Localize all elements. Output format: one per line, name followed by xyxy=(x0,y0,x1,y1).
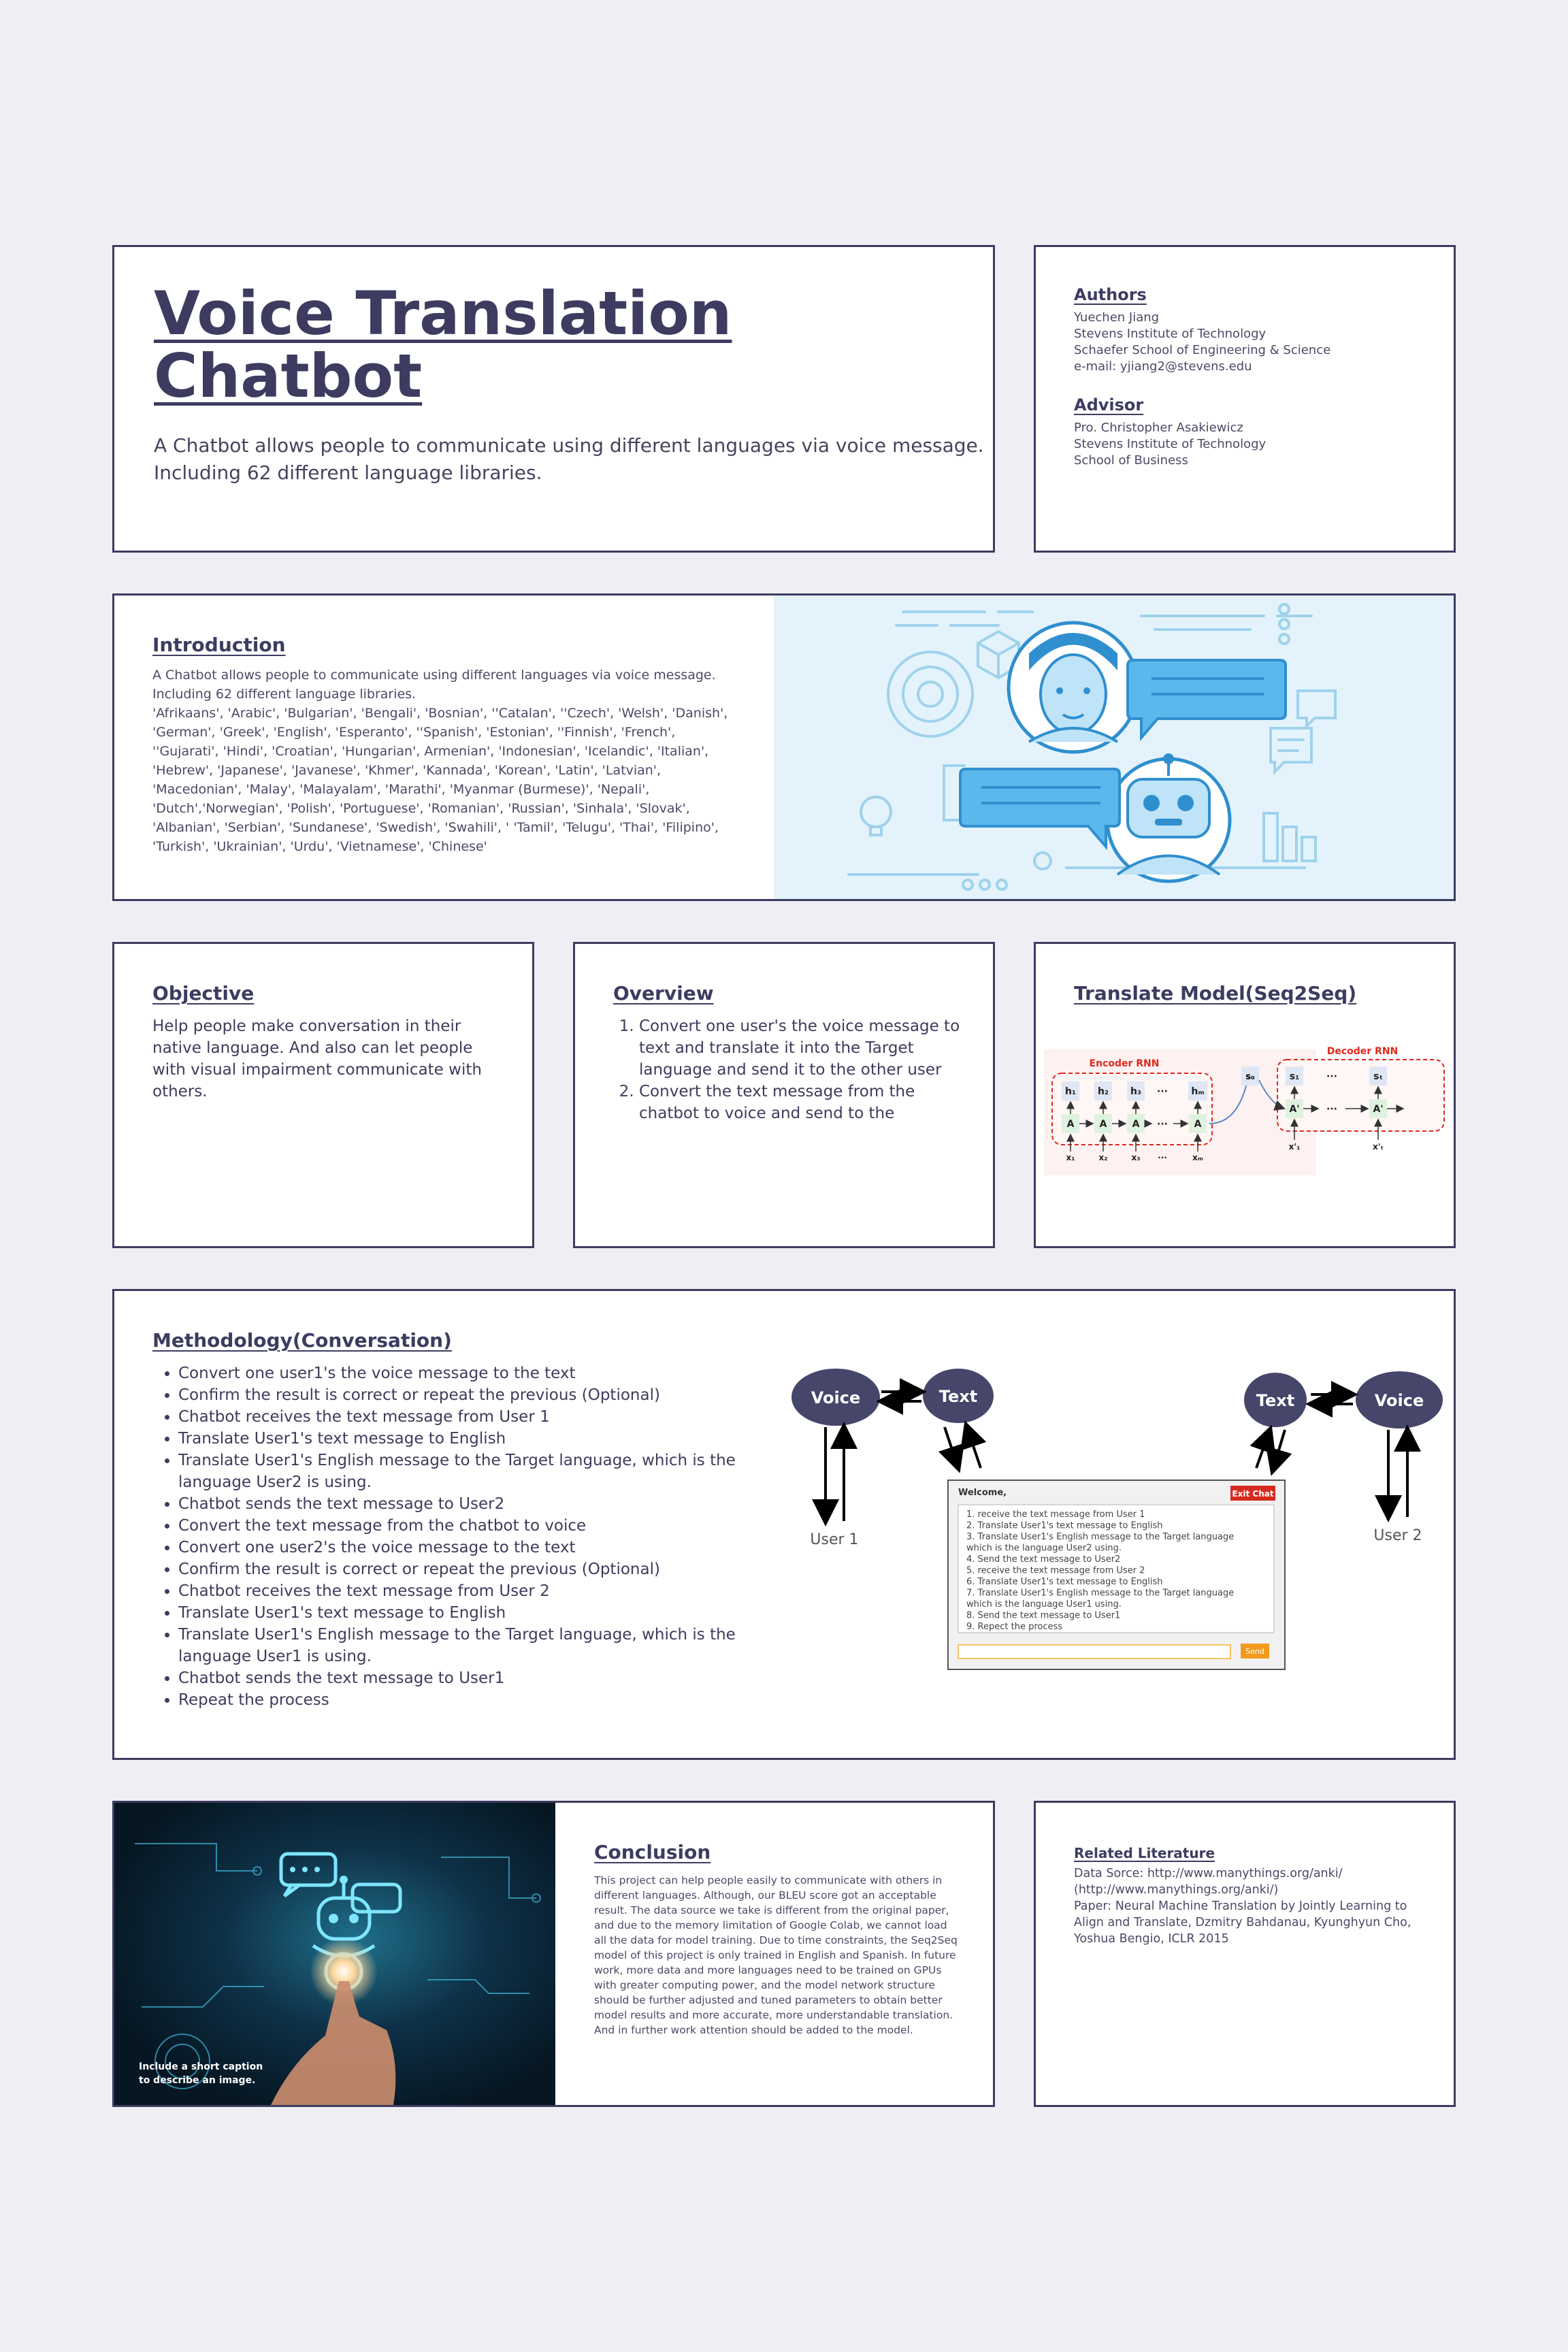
conclusion-text: This project can help people easily to communicate with others in different languages. Although, our BLEU score got an acceptable result. The data source we take is different from the original paper, and due to the memory limitation of Google Colab, we cannot load all the data for model training. Due to time constraints, the Seq2Seq model of this project is only trained in English and Spanish. In future work, more data and more languages need to be trained on GPUs with greater computing power, and the model network structure should be further adjusted and tuned parameters to obtain better model results and more accurate, more understandable translation. And in further work attention should be added to the model. xyxy=(594,1874,958,2036)
svg-text:···: ··· xyxy=(1326,1104,1337,1115)
method-step: • Chatbot sends the text message to User2 xyxy=(178,1493,765,1515)
svg-text:···: ··· xyxy=(1326,1071,1337,1082)
svg-text:Voice: Voice xyxy=(1374,1391,1424,1410)
chat-message-input[interactable] xyxy=(958,1645,1230,1659)
methodology-card xyxy=(112,1289,1456,1760)
method-step: • Translate User1's text message to English xyxy=(178,1602,765,1624)
subtitle-line-1: A Chatbot allows people to communicate using different languages via voice message. xyxy=(154,434,984,457)
method-step: • Convert one user1's the voice message to the text xyxy=(178,1362,765,1384)
chat-step: 9. Repect the process xyxy=(966,1622,1063,1632)
method-step: • Convert the text message from the chatbot to voice xyxy=(178,1515,765,1537)
title-card xyxy=(112,245,995,553)
decoder-label: Decoder RNN xyxy=(1326,1046,1399,1057)
conclusion-card xyxy=(112,1801,995,2107)
chat-step: 8. Send the text message to User1 xyxy=(966,1610,1121,1621)
method-step: • Translate User1's English message to the Target language, which is the language User1 is using. xyxy=(178,1624,765,1667)
svg-text:Exit Chat: Exit Chat xyxy=(1232,1489,1274,1499)
chat-step: which is the language User1 using. xyxy=(966,1599,1122,1610)
chat-step: 2. Translate User1's text message to English xyxy=(966,1520,1163,1531)
chat-step: 5. receive the text message from User 2 xyxy=(966,1565,1145,1576)
author-school: Schaefer School of Engineering & Science xyxy=(1074,343,1331,357)
image-caption: Include a short caption to describe an image. xyxy=(139,2061,263,2086)
objective-heading: Objective xyxy=(152,982,255,1004)
svg-text:Text: Text xyxy=(1256,1391,1295,1410)
robot-hand-image xyxy=(114,1803,555,2105)
objective-card xyxy=(112,942,534,1248)
methodology-steps xyxy=(152,1362,765,1711)
svg-text:h₃: h₃ xyxy=(1130,1086,1142,1097)
svg-text:A: A xyxy=(1066,1119,1075,1130)
conclusion-heading: Conclusion xyxy=(594,1841,711,1863)
svg-text:Text: Text xyxy=(938,1387,978,1406)
authors-card xyxy=(1034,245,1456,553)
svg-text:x₃: x₃ xyxy=(1131,1153,1141,1162)
svg-text:···: ··· xyxy=(1157,1119,1168,1130)
svg-text:h₁: h₁ xyxy=(1064,1086,1077,1097)
model-heading: Translate Model(Seq2Seq) xyxy=(1074,982,1357,1004)
chat-window xyxy=(948,1480,1285,1669)
subtitle-line-2: Including 62 different language libraries. xyxy=(154,461,542,484)
author-institute: Stevens Institute of Technology xyxy=(1074,327,1267,341)
chat-step: 1. receive the text message from User 1 xyxy=(966,1509,1145,1520)
chat-step: which is the language User2 using. xyxy=(966,1543,1122,1554)
method-step: • Confirm the result is correct or repeat the previous (Optional) xyxy=(178,1384,765,1406)
seq2seq-diagram xyxy=(1043,1039,1451,1175)
advisor-heading: Advisor xyxy=(1074,395,1144,414)
svg-text:hₘ: hₘ xyxy=(1191,1086,1205,1097)
data-source-link[interactable]: Data Sorce: http://www.manythings.org/anki/ xyxy=(1074,1867,1343,1880)
method-step: • Chatbot sends the text message to User1 xyxy=(178,1667,765,1689)
method-step: • Repeat the process xyxy=(178,1689,765,1711)
authors-heading: Authors xyxy=(1074,285,1147,304)
chat-step: 7. Translate User1's English message to the Target language xyxy=(966,1588,1235,1599)
chat-step: 3. Translate User1's English message to the Target language xyxy=(966,1532,1235,1542)
advisor-institute: Stevens Institute of Technology xyxy=(1074,437,1267,451)
author-email[interactable]: e-mail: yjiang2@stevens.edu xyxy=(1074,359,1252,374)
method-step: • Translate User1's text message to English xyxy=(178,1428,765,1450)
svg-text:···: ··· xyxy=(1157,1086,1168,1097)
author-name: Yuechen Jiang xyxy=(1074,310,1160,325)
method-step: • Chatbot receives the text message from User 2 xyxy=(178,1580,765,1602)
introduction-heading: Introduction xyxy=(152,634,286,656)
svg-text:s₁: s₁ xyxy=(1289,1071,1300,1082)
overview-item-1: 1. Convert one user's the voice message to text and translate it into the Target language and send it to the other user xyxy=(639,1015,960,1081)
svg-text:x'₁: x'₁ xyxy=(1288,1142,1301,1152)
model-card xyxy=(1034,942,1456,1248)
svg-text:x'ₜ: x'ₜ xyxy=(1372,1142,1384,1152)
chat-illustration xyxy=(774,595,1456,899)
paper-reference: Paper: Neural Machine Translation by Jointly Learning to Align and Translate, Dzmitry Bahdanau, Kyunghyun Cho, Yoshua Bengio, ICLR 2015 xyxy=(1074,1899,1411,1946)
svg-text:Send: Send xyxy=(1245,1647,1264,1656)
method-step: • Confirm the result is correct or repeat the previous (Optional) xyxy=(178,1558,765,1580)
svg-text:A: A xyxy=(1132,1119,1140,1130)
introduction-card xyxy=(112,593,1456,901)
svg-text:A': A' xyxy=(1289,1104,1300,1115)
method-step: • Translate User1's English message to the Target language, which is the language User2 is using. xyxy=(178,1450,765,1493)
data-source-url[interactable]: (http://www.manythings.org/anki/) xyxy=(1074,1883,1279,1897)
svg-text:A': A' xyxy=(1373,1104,1384,1115)
user2-label: User 2 xyxy=(1373,1527,1422,1544)
chat-step: 6. Translate User1's text message to English xyxy=(966,1577,1163,1587)
svg-text:s₀: s₀ xyxy=(1245,1072,1255,1082)
svg-text:x₂: x₂ xyxy=(1098,1153,1108,1162)
svg-text:···: ··· xyxy=(1158,1153,1167,1162)
method-step: • Convert one user2's the voice message to the text xyxy=(178,1537,765,1558)
svg-text:A: A xyxy=(1099,1119,1107,1130)
intro-text-2: Including 62 different language libraries. xyxy=(152,687,416,702)
svg-text:A: A xyxy=(1194,1119,1202,1130)
svg-text:sₜ: sₜ xyxy=(1373,1071,1383,1082)
objective-text: Help people make conversation in their native language. And also can let people with visual impairment communicate with others. xyxy=(152,1017,482,1100)
poster-subtitle xyxy=(154,432,984,487)
overview-card xyxy=(573,942,995,1248)
overview-item-2: 2. Convert the text message from the chatbot to voice and send to the xyxy=(639,1081,960,1124)
svg-text:h₂: h₂ xyxy=(1097,1086,1109,1097)
title-line-1: Voice Translation xyxy=(154,278,732,348)
advisor-name: Pro. Christopher Asakiewicz xyxy=(1074,421,1243,435)
svg-text:xₘ: xₘ xyxy=(1192,1153,1203,1162)
user1-label: User 1 xyxy=(810,1531,859,1548)
chat-welcome: Welcome, xyxy=(958,1488,1007,1498)
literature-card xyxy=(1034,1801,1456,2107)
chat-step: 4. Send the text message to User2 xyxy=(966,1554,1121,1565)
advisor-school: School of Business xyxy=(1074,453,1188,468)
svg-text:Voice: Voice xyxy=(811,1388,861,1407)
method-step: • Chatbot receives the text message from User 1 xyxy=(178,1406,765,1428)
intro-languages: 'Afrikaans', 'Arabic', 'Bulgarian', 'Bengali', 'Bosnian', ''Catalan', ''Czech', 'Welsh', 'Danish', 'German', 'Greek', 'English', 'Esperanto', ''Spanish', 'Estonian', ''Finnish', 'French', ''Gujarati', 'Hindi', 'Croatian', 'Hungarian', Armenian', 'Indonesian', 'Icelandic', 'Italian', 'Hebrew', 'Japanese', 'Javanese', 'Khmer', 'Kannada', 'Korean', 'Latin', 'Latvian', 'Macedonian', 'Malay', 'Malayalam', 'Marathi', 'Myanmar (Burmese)', 'Nepali', 'Dutch','Norwegian', 'Polish', 'Portuguese', 'Romanian', 'Russian', 'Sinhala', 'Slovak', 'Albanian', 'Serbian', 'Sundanese', 'Swedish', 'Swahili', ' 'Tamil', 'Telugu', 'Thai', 'Filipino', 'Turkish', 'Ukrainian', 'Urdu', 'Vietnamese', 'Chinese' xyxy=(152,706,728,854)
svg-text:x₁: x₁ xyxy=(1066,1153,1075,1162)
literature-heading: Related Literature xyxy=(1074,1845,1215,1861)
title-line-2: Chatbot xyxy=(154,341,423,411)
conversation-flow-diagram xyxy=(788,1359,1455,1686)
overview-heading: Overview xyxy=(613,982,714,1004)
intro-text-1: A Chatbot allows people to communicate using different languages via voice message. xyxy=(152,668,716,683)
poster-title xyxy=(154,278,732,411)
encoder-label: Encoder RNN xyxy=(1089,1058,1160,1069)
methodology-heading: Methodology(Conversation) xyxy=(152,1329,452,1352)
